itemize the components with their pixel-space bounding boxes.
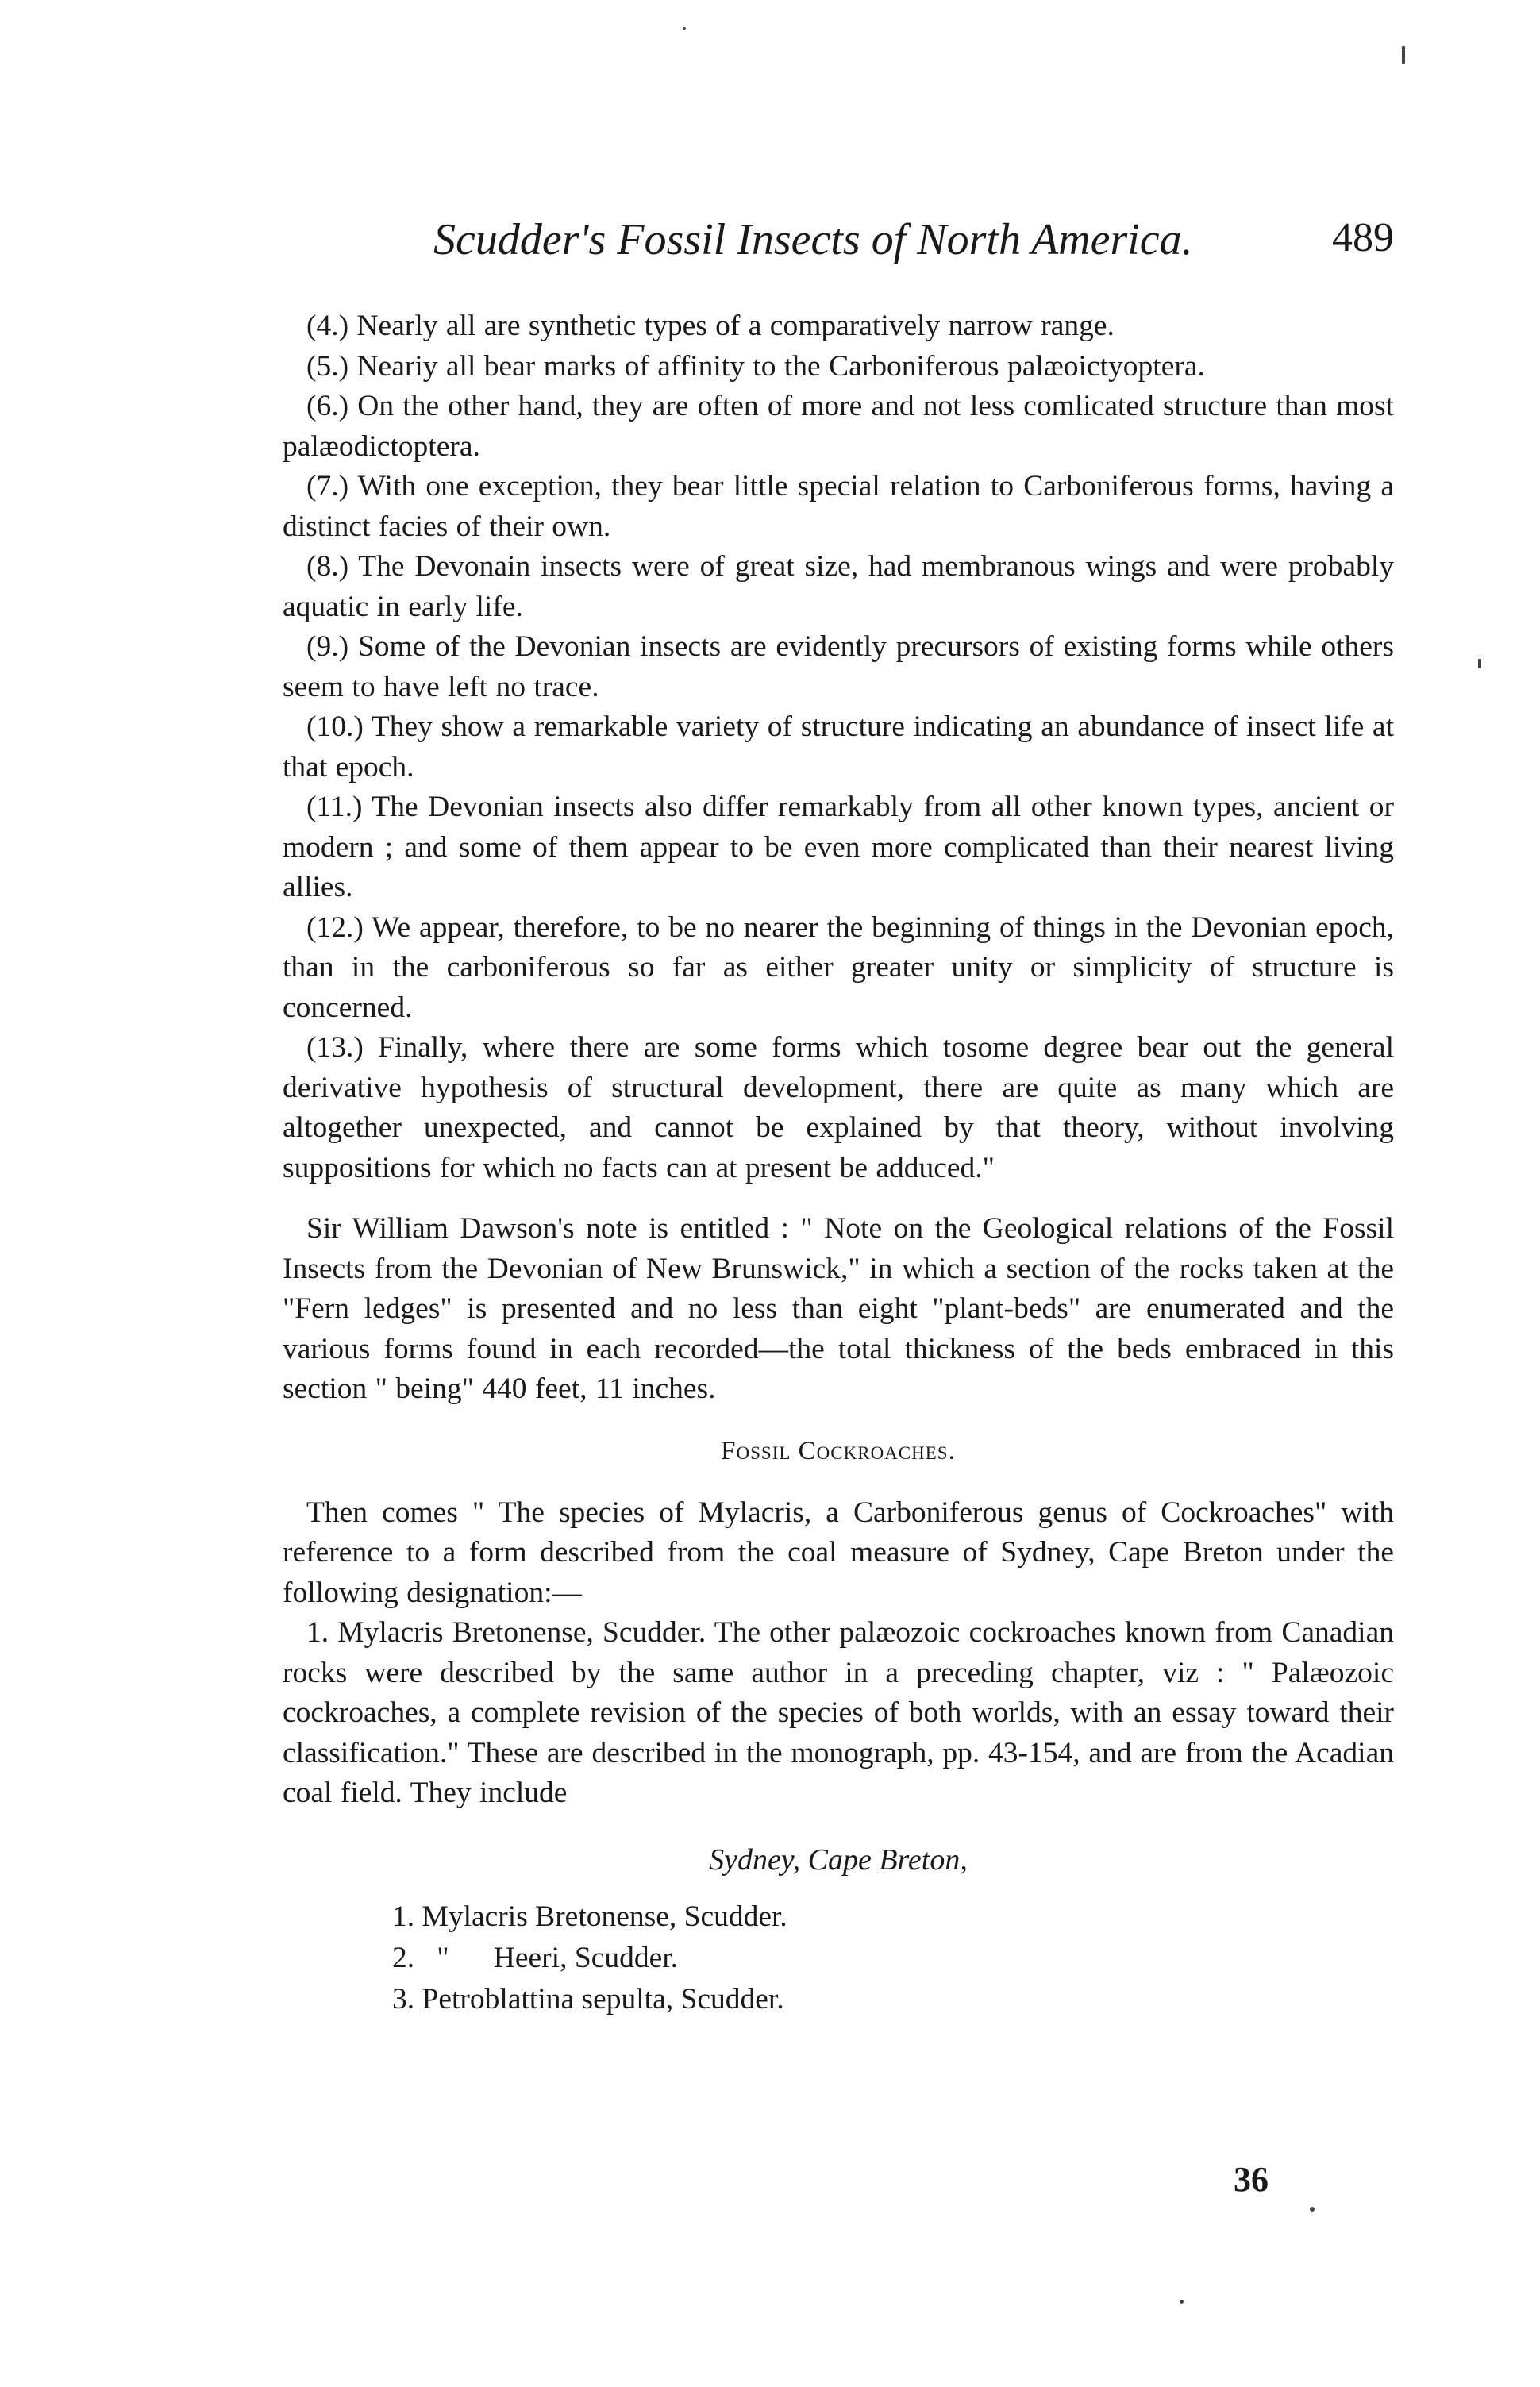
section-heading: Fossil Cockroaches. xyxy=(721,1436,956,1465)
scan-speck xyxy=(1180,2300,1184,2304)
document-page xyxy=(283,214,1394,2020)
species-list xyxy=(392,1896,1394,2020)
paragraph-item-10: (10.) They show a remarkable variety of structure indicating an abundance of insect life at that epoch. xyxy=(283,710,1394,783)
scan-speck xyxy=(1402,46,1405,64)
scan-speck xyxy=(1478,659,1481,668)
species-item: 2. " Heeri, Scudder. xyxy=(392,1941,679,1974)
species-item: 3. Petroblattina sepulta, Scudder. xyxy=(392,1982,784,2015)
paragraph-dawson-note: Sir William Dawson's note is entitled : " Note on the Geological relations of the Fossil Insects from the Devonian of New Brunswick," in which a section of the rocks taken at the "Fern ledges" is presented and no less than eight "plant-beds" are enumerated and the various forms found in each recorded—the total thickness of the beds embraced in this section " being" 440 feet, 11 inches. xyxy=(283,1212,1394,1405)
scan-speck xyxy=(1310,2207,1315,2212)
running-title: Scudder's Fossil Insects of North America. xyxy=(433,215,1193,264)
signature-mark: 36 xyxy=(1234,2160,1269,2199)
paragraph-palaeozoic-cockroaches: 1. Mylacris Bretonense, Scudder. The other palæozoic cockroaches known from Canadian rocks were described by the same author in a preceding chapter, viz : " Palæozoic cockroaches, a complete revision of the species of both worlds, with an essay toward their classification." These are described in the monograph, pp. 43-154, and are from the Acadian coal field. They include xyxy=(283,1616,1394,1809)
scan-speck xyxy=(683,27,686,30)
locality-heading: Sydney, Cape Breton, xyxy=(709,1842,968,1877)
paragraph-item-6: (6.) On the other hand, they are often of more and not less comlicated structure than most palæodictoptera. xyxy=(283,390,1394,463)
paragraph-item-5: (5.) Neariy all bear marks of affinity to the Carboniferous palæoictyoptera. xyxy=(306,349,1205,383)
paragraph-item-9: (9.) Some of the Devonian insects are evidently precursors of existing forms while others seem to have left no trace. xyxy=(283,630,1394,703)
paragraph-gap xyxy=(283,1188,1394,1209)
page-header xyxy=(283,214,1394,294)
page-number: 489 xyxy=(1332,215,1394,260)
body-text xyxy=(283,306,1394,2020)
species-item: 1. Mylacris Bretonense, Scudder. xyxy=(392,1900,787,1933)
paragraph-item-7: (7.) With one exception, they bear little special relation to Carboniferous forms, having a distinct facies of their own. xyxy=(283,470,1394,543)
paragraph-item-13: (13.) Finally, where there are some forms which tosome degree bear out the general derivative hypothesis of structural development, there are quite as many which are altogether unexpected, and cannot be explained by that theory, without involving suppositions for which no facts can at present be adduced." xyxy=(283,1031,1394,1184)
paragraph-item-11: (11.) The Devonian insects also differ remarkably from all other known types, ancient or modern ; and some of them appear to be even more complicated than their nearest living allies. xyxy=(283,791,1394,903)
paragraph-item-8: (8.) The Devonain insects were of great size, had membranous wings and were probably aquatic in early life. xyxy=(283,550,1394,623)
paragraph-mylacris-intro: Then comes " The species of Mylacris, a Carboniferous genus of Cockroaches" with reference to a form described from the coal measure of Sydney, Cape Breton under the following designation:— xyxy=(283,1496,1394,1609)
paragraph-item-4: (4.) Nearly all are synthetic types of a comparatively narrow range. xyxy=(306,310,1115,342)
paragraph-item-12: (12.) We appear, therefore, to be no nearer the beginning of things in the Devonian epoch, than in the carboniferous so far as either greater unity or simplicity of structure is concerned. xyxy=(283,911,1394,1024)
